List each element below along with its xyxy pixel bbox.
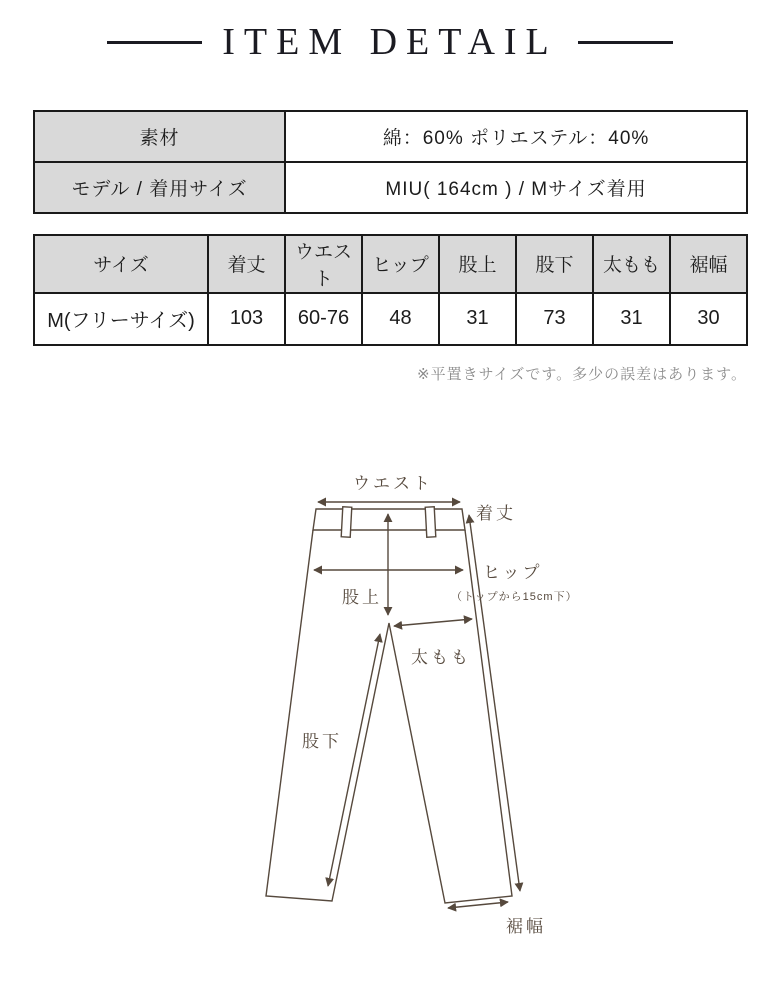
table-row	[34, 293, 747, 345]
size-header-waist: ウエスト	[285, 235, 362, 293]
belt-loop-left	[341, 506, 352, 536]
size-note: ※平置きサイズです。多少の誤差はあります。	[417, 365, 747, 383]
size-cell-hem: 30	[670, 293, 747, 345]
inseam-arrow	[328, 634, 380, 886]
waistband-outline	[313, 509, 465, 530]
pants-legs-outline	[266, 530, 512, 903]
waist-label: ウエスト	[353, 473, 433, 493]
size-header-inseam: 股下	[516, 235, 593, 293]
size-cell-inseam: 73	[516, 293, 593, 345]
title-right-line	[578, 41, 673, 44]
thigh-label: 太もも	[411, 647, 471, 667]
size-table-header-row	[34, 235, 747, 293]
table-row	[34, 111, 747, 162]
length-label: 着丈	[476, 503, 516, 523]
page-title: ITEM DETAIL	[222, 21, 558, 63]
size-header-rise: 股上	[439, 235, 516, 293]
size-cell-hip: 48	[362, 293, 439, 345]
hem-width-label: 裾幅	[506, 916, 546, 936]
spec-label-model-size: モデル / 着用サイズ	[34, 162, 285, 213]
table-row	[34, 162, 747, 213]
hip-label: ヒップ	[483, 562, 543, 582]
belt-loop-right	[425, 506, 436, 536]
size-cell-size: M(フリーサイズ)	[34, 293, 208, 345]
size-header-size: サイズ	[34, 235, 208, 293]
spec-value-material: 綿：60% ポリエステル：40%	[285, 111, 747, 162]
hip-sub-label: （トップから15cm下）	[451, 590, 578, 603]
size-header-length: 着丈	[208, 235, 285, 293]
spec-value-model-size: MIU( 164cm ) / Mサイズ着用	[285, 162, 747, 213]
spec-label-material: 素材	[34, 111, 285, 162]
size-cell-waist: 60-76	[285, 293, 362, 345]
size-cell-length: 103	[208, 293, 285, 345]
pants-measurement-diagram	[230, 450, 580, 950]
thigh-arrow	[394, 619, 472, 626]
size-cell-rise: 31	[439, 293, 516, 345]
size-header-hem: 裾幅	[670, 235, 747, 293]
size-header-hip: ヒップ	[362, 235, 439, 293]
size-table	[33, 234, 748, 346]
rise-label: 股上	[342, 587, 382, 607]
size-diagram	[0, 450, 780, 950]
page-title-row	[0, 0, 780, 66]
size-cell-thigh: 31	[593, 293, 670, 345]
size-header-thigh: 太もも	[593, 235, 670, 293]
inseam-label: 股下	[302, 731, 342, 751]
hem-width-arrow	[448, 902, 508, 908]
title-left-line	[107, 41, 202, 44]
spec-table	[33, 110, 748, 214]
